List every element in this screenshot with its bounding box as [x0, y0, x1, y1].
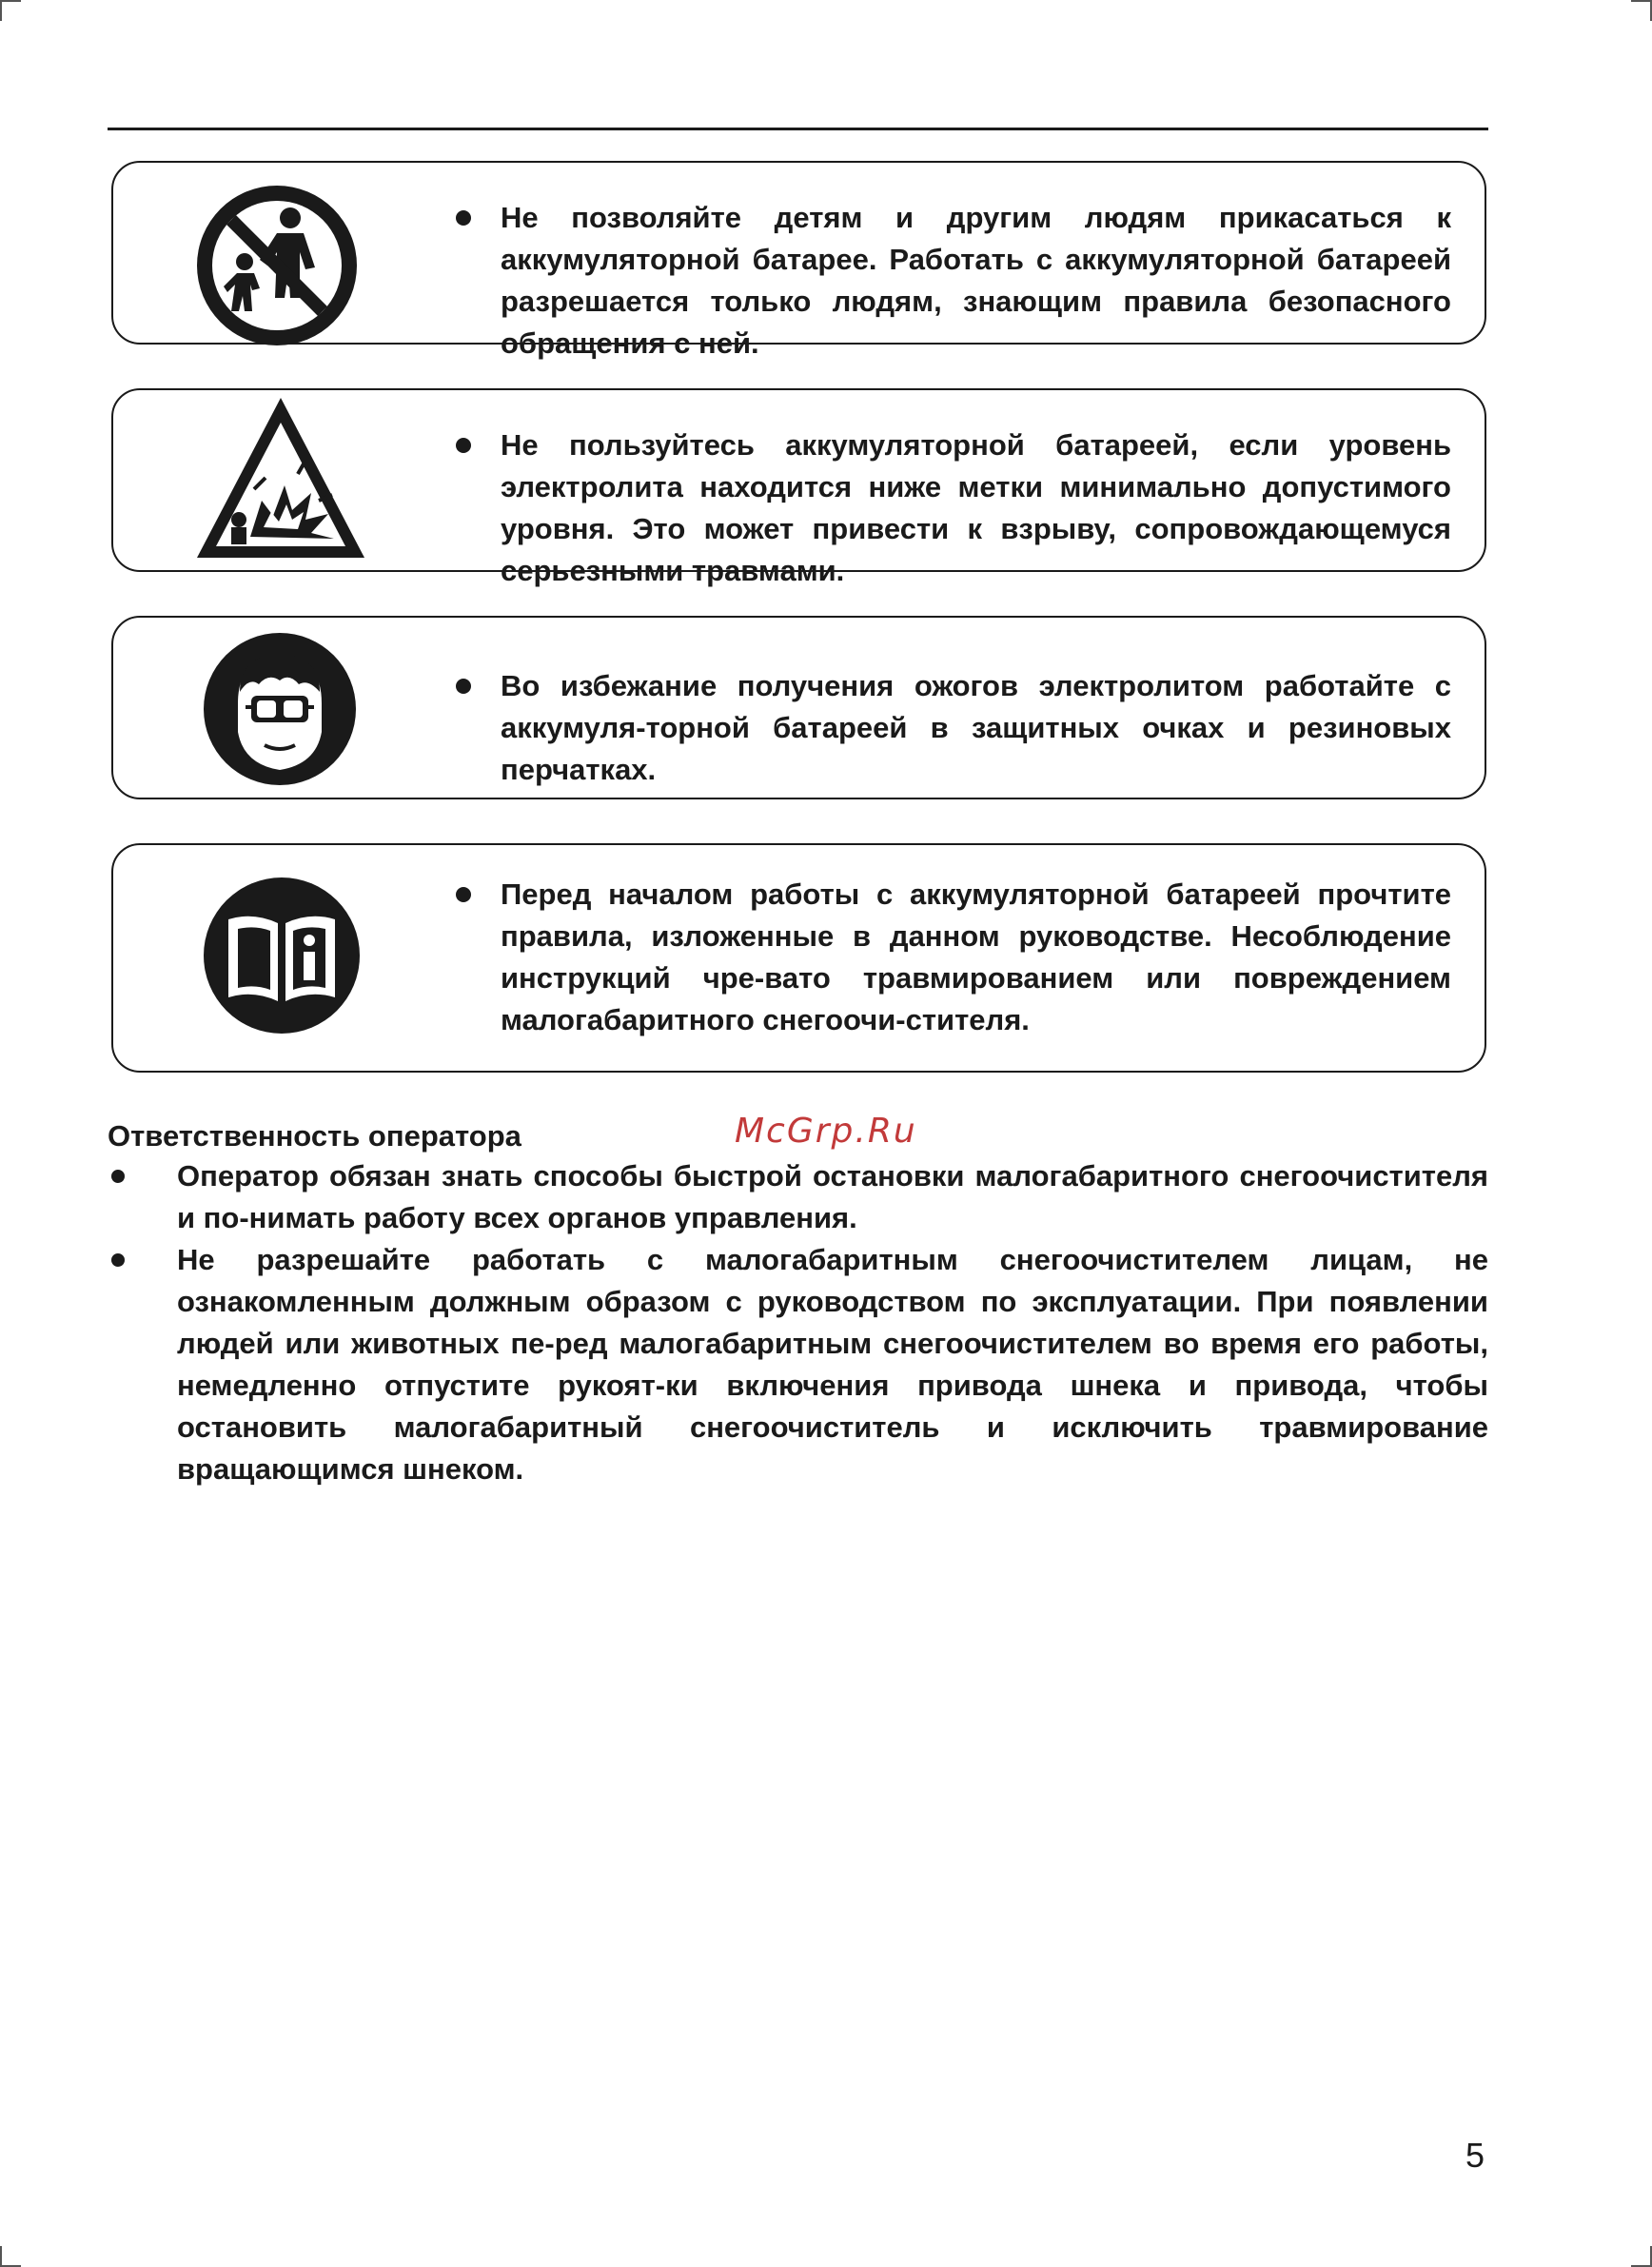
crop-mark	[1631, 0, 1652, 2]
bullet	[456, 438, 471, 453]
list-item-text: Не разрешайте работать с малогабаритным снегоочистителем лицам, не ознакомленным должным образом с руководством по эксплуатации. При появлении людей или животных пе-ред малогабаритным снегоочистителем во время его работы, немедленно отпустите рукоят-ки включения привода шнека и привода, чтобы остановить малогабаритный снегоочиститель и исключить травмирование вращающимся шнеком.	[177, 1243, 1488, 1486]
crop-mark	[0, 0, 21, 2]
bullet	[111, 1170, 125, 1183]
explosion-hazard-icon	[193, 394, 368, 568]
bullet	[456, 887, 471, 902]
read-manual-icon	[204, 877, 360, 1038]
crop-mark	[0, 2246, 2, 2267]
wear-goggles-icon	[204, 633, 356, 790]
warning-text: Не позволяйте детям и другим людям прикасаться к аккумуляторной батарее. Работать с аккумуляторной батареей разрешается только людям, знающим правила безопасного обращения с ней.	[501, 201, 1451, 360]
list-item	[108, 1155, 1488, 1239]
warning-text: Во избежание получения ожогов электролитом работайте с аккумуля-торной батареей в защитных очках и резиновых перчатках.	[501, 669, 1451, 786]
bullet	[456, 679, 471, 694]
section-title: Ответственность оператора	[108, 1119, 521, 1153]
warning-box	[111, 616, 1486, 799]
list-item-text: Оператор обязан знать способы быстрой остановки малогабаритного снегоочистителя и по-нимать работу всех органов управления.	[177, 1159, 1488, 1234]
header-rule	[108, 128, 1488, 130]
warning-box	[111, 388, 1486, 587]
no-children-icon	[197, 186, 357, 350]
warning-text: Не пользуйтесь аккумуляторной батареей, если уровень электролита находится ниже метки минимально допустимого уровня. Это может привести к взрыву, сопровождающемуся серьезными травмами.	[501, 428, 1451, 587]
crop-mark	[0, 0, 2, 21]
operator-list	[108, 1155, 1488, 1490]
warning-text: Перед началом работы с аккумуляторной батареей прочтите правила, изложенные в данном руководстве. Несоблюдение инструкций чре-вато травмированием или повреждением малогабаритного снегоочи-стителя.	[501, 877, 1451, 1036]
warning-box	[111, 843, 1486, 1073]
page-number: 5	[1465, 2136, 1485, 2175]
bullet	[456, 210, 471, 226]
list-item	[108, 1239, 1488, 1490]
bullet	[111, 1253, 125, 1267]
watermark: McGrp.Ru	[735, 1112, 917, 1151]
warning-box	[111, 161, 1486, 360]
